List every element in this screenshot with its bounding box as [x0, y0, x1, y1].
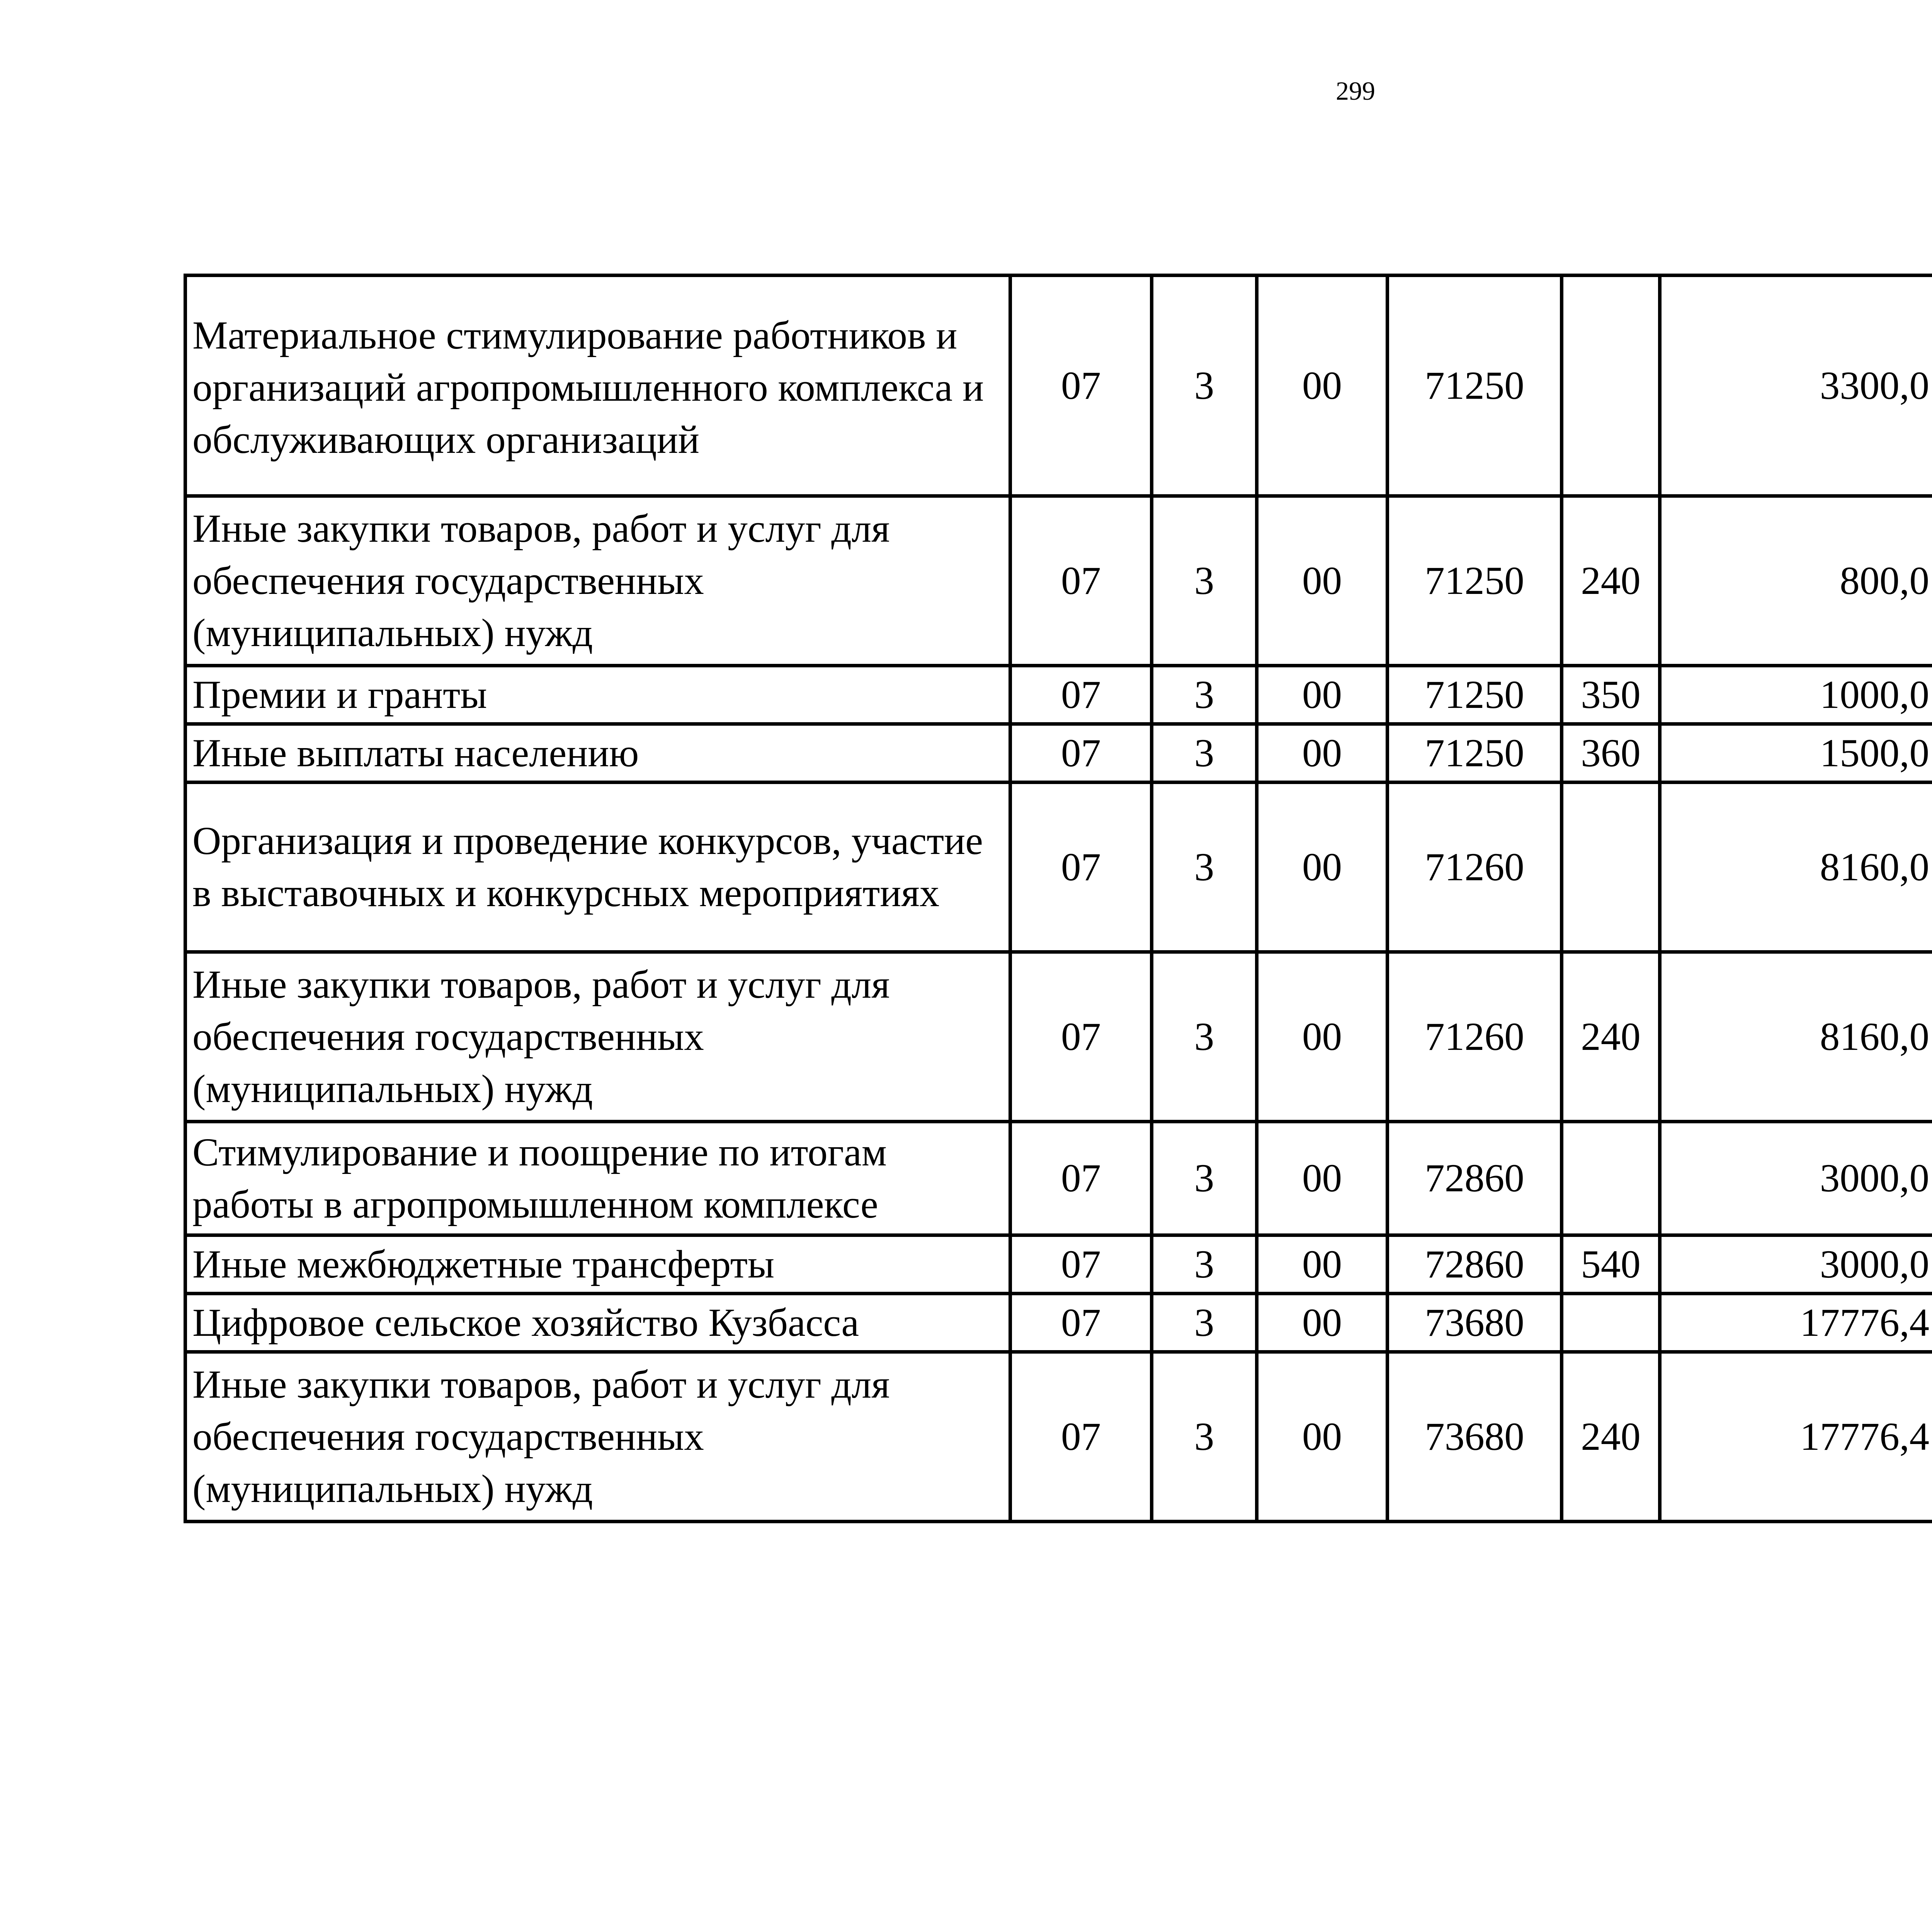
table-row [185, 276, 1932, 496]
expense-type-cell [1562, 1122, 1660, 1235]
table-row [185, 724, 1932, 782]
table-row [185, 496, 1932, 666]
amount-year1-cell: 17776,4 [1660, 1352, 1932, 1522]
section-code-cell: 07 [1010, 782, 1152, 952]
section-code-cell: 07 [1010, 1235, 1152, 1294]
amount-year1-cell: 17776,4 [1660, 1294, 1932, 1352]
program-code-cell: 3 [1152, 1294, 1257, 1352]
expense-type-cell: 350 [1562, 666, 1660, 724]
target-code-cell: 71250 [1388, 666, 1562, 724]
row-name-cell: Иные закупки товаров, работ и услуг для обеспечения государственных (муниципальных) нужд [185, 1352, 1010, 1522]
table-row [185, 1122, 1932, 1235]
amount-year1-cell: 1000,0 [1660, 666, 1932, 724]
program-code-cell: 3 [1152, 724, 1257, 782]
table-row [185, 1235, 1932, 1294]
section-code-cell: 07 [1010, 1352, 1152, 1522]
amount-year1-cell: 8160,0 [1660, 952, 1932, 1122]
table-row [185, 1294, 1932, 1352]
table-row [185, 952, 1932, 1122]
subprogram-code-cell: 00 [1257, 1235, 1388, 1294]
program-code-cell: 3 [1152, 1122, 1257, 1235]
amount-year1-cell: 8160,0 [1660, 782, 1932, 952]
section-code-cell: 07 [1010, 276, 1152, 496]
section-code-cell: 07 [1010, 952, 1152, 1122]
subprogram-code-cell: 00 [1257, 666, 1388, 724]
section-code-cell: 07 [1010, 724, 1152, 782]
target-code-cell: 73680 [1388, 1352, 1562, 1522]
program-code-cell: 3 [1152, 1235, 1257, 1294]
row-name-cell: Иные межбюджетные трансферты [185, 1235, 1010, 1294]
expense-type-cell [1562, 1294, 1660, 1352]
subprogram-code-cell: 00 [1257, 276, 1388, 496]
table-row [185, 782, 1932, 952]
amount-year1-cell: 3300,0 [1660, 276, 1932, 496]
table-row [185, 1352, 1932, 1522]
amount-year1-cell: 3000,0 [1660, 1122, 1932, 1235]
target-code-cell: 71260 [1388, 782, 1562, 952]
expense-type-cell [1562, 782, 1660, 952]
section-code-cell: 07 [1010, 1122, 1152, 1235]
row-name-cell: Цифровое сельское хозяйство Кузбасса [185, 1294, 1010, 1352]
row-name-cell: Иные закупки товаров, работ и услуг для обеспечения государственных (муниципальных) нужд [185, 952, 1010, 1122]
amount-year1-cell: 3000,0 [1660, 1235, 1932, 1294]
subprogram-code-cell: 00 [1257, 952, 1388, 1122]
subprogram-code-cell: 00 [1257, 496, 1388, 666]
row-name-cell: Материальное стимулирование работников и организаций агропромышленного комплекса и обслуживающих организаций [185, 276, 1010, 496]
program-code-cell: 3 [1152, 1352, 1257, 1522]
expense-type-cell: 240 [1562, 952, 1660, 1122]
target-code-cell: 71260 [1388, 952, 1562, 1122]
program-code-cell: 3 [1152, 496, 1257, 666]
expense-type-cell: 240 [1562, 496, 1660, 666]
target-code-cell: 73680 [1388, 1294, 1562, 1352]
subprogram-code-cell: 00 [1257, 1294, 1388, 1352]
row-name-cell: Иные закупки товаров, работ и услуг для обеспечения государственных (муниципальных) нужд [185, 496, 1010, 666]
section-code-cell: 07 [1010, 1294, 1152, 1352]
budget-table [184, 274, 1932, 1523]
row-name-cell: Стимулирование и поощрение по итогам работы в агропромышленном комплексе [185, 1122, 1010, 1235]
target-code-cell: 71250 [1388, 496, 1562, 666]
section-code-cell: 07 [1010, 496, 1152, 666]
program-code-cell: 3 [1152, 782, 1257, 952]
expense-type-cell: 240 [1562, 1352, 1660, 1522]
target-code-cell: 71250 [1388, 724, 1562, 782]
expense-type-cell: 360 [1562, 724, 1660, 782]
program-code-cell: 3 [1152, 276, 1257, 496]
section-code-cell: 07 [1010, 666, 1152, 724]
program-code-cell: 3 [1152, 952, 1257, 1122]
row-name-cell: Премии и гранты [185, 666, 1010, 724]
row-name-cell: Организация и проведение конкурсов, участие в выставочных и конкурсных мероприятиях [185, 782, 1010, 952]
target-code-cell: 71250 [1388, 276, 1562, 496]
target-code-cell: 72860 [1388, 1122, 1562, 1235]
expense-type-cell [1562, 276, 1660, 496]
amount-year1-cell: 800,0 [1660, 496, 1932, 666]
subprogram-code-cell: 00 [1257, 1352, 1388, 1522]
amount-year1-cell: 1500,0 [1660, 724, 1932, 782]
program-code-cell: 3 [1152, 666, 1257, 724]
page-number: 299 [1336, 76, 1375, 105]
subprogram-code-cell: 00 [1257, 782, 1388, 952]
table-row [185, 666, 1932, 724]
subprogram-code-cell: 00 [1257, 724, 1388, 782]
row-name-cell: Иные выплаты населению [185, 724, 1010, 782]
expense-type-cell: 540 [1562, 1235, 1660, 1294]
subprogram-code-cell: 00 [1257, 1122, 1388, 1235]
target-code-cell: 72860 [1388, 1235, 1562, 1294]
